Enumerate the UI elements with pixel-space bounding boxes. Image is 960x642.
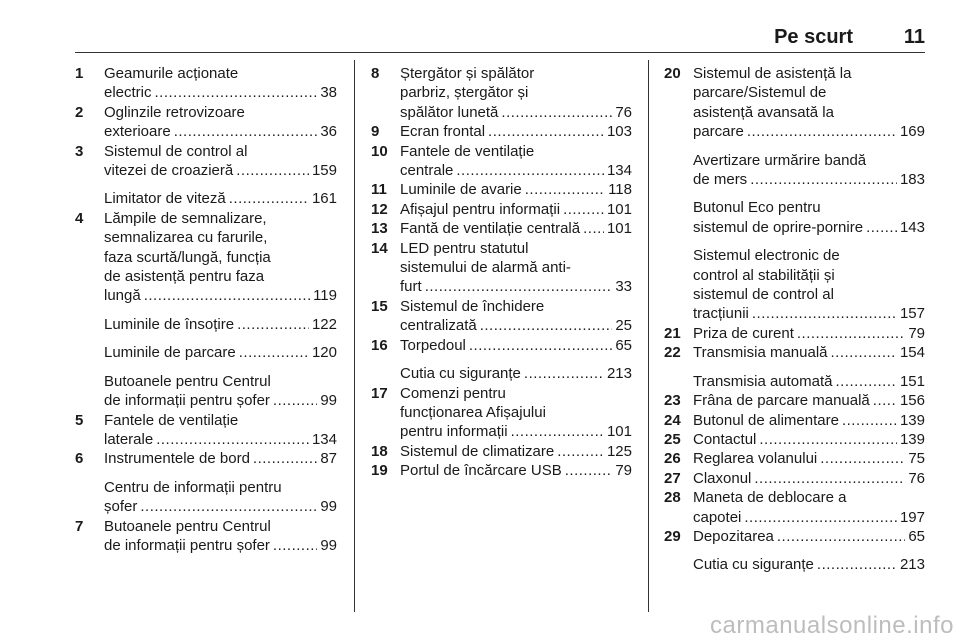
entry-label: laterale (104, 430, 154, 448)
entry-label: Fantă de ventilație centrală (400, 220, 581, 238)
entry-last-line (400, 461, 632, 480)
dot-leader (525, 180, 605, 199)
entry-last-line (104, 449, 337, 468)
entry-last-line (400, 200, 632, 219)
dot-leader (229, 189, 309, 208)
entry-label: furt (400, 278, 422, 296)
entry-label: Reglarea volanului (693, 450, 818, 468)
entry-text-line: funcționarea Afișajului (400, 403, 546, 421)
index-column-2 (371, 64, 632, 481)
entry-last-line (693, 411, 925, 430)
entry-label: Ecran frontal (400, 123, 486, 141)
item-number: 4 (75, 209, 84, 227)
index-entry (664, 324, 925, 343)
dot-leader (155, 83, 318, 102)
entry-last-line (400, 161, 632, 180)
page-reference: 157 (899, 305, 925, 323)
page-reference: 134 (311, 430, 337, 448)
dot-leader (817, 555, 897, 574)
entry-label: Transmisia automată (693, 372, 833, 390)
entry-label: Contactul (693, 430, 757, 448)
entry-text-line: Avertizare urmărire bandă (693, 151, 867, 169)
index-entry (664, 391, 925, 410)
dot-leader (273, 536, 317, 555)
item-number: 12 (371, 200, 388, 218)
entry-text-line: parcare/Sistemul de (693, 84, 827, 102)
item-number: 1 (75, 65, 84, 82)
page-reference: 87 (320, 450, 337, 468)
entry-label: vitezei de croazieră (104, 162, 234, 180)
dot-leader (501, 103, 612, 122)
entry-text-line: Comenzi pentru (400, 384, 506, 402)
index-column-3 (664, 64, 925, 575)
item-number: 11 (371, 181, 387, 199)
item-number: 14 (371, 239, 388, 257)
entry-last-line (104, 122, 337, 141)
entry-text-line: Butoanele pentru Centrul (104, 517, 271, 535)
entry-label: Claxonul (693, 469, 752, 487)
item-number: 28 (664, 489, 681, 507)
item-number: 26 (664, 450, 681, 468)
entry-last-line (400, 180, 632, 199)
dot-leader (236, 161, 309, 180)
item-number: 29 (664, 527, 681, 545)
dot-leader (831, 343, 897, 362)
dot-leader (797, 324, 905, 343)
page-reference: 139 (899, 411, 925, 429)
entry-label: Afișajul pentru informații (400, 200, 561, 218)
entry-label: Instrumentele de bord (104, 450, 250, 468)
dot-leader (156, 430, 309, 449)
entry-text-line: Sistemul electronic de (693, 247, 840, 265)
entry-label: Depozitarea (693, 527, 774, 545)
page-reference: 101 (606, 200, 632, 218)
entry-label: de informații pentru șofer (104, 536, 270, 554)
entry-text-line: Fantele de ventilație (104, 411, 239, 429)
dot-leader (488, 122, 604, 141)
index-entry (664, 246, 925, 324)
entry-text-line: control al stabilității și (693, 266, 835, 284)
dot-leader (777, 527, 905, 546)
index-entry (664, 555, 925, 574)
index-entry (664, 151, 925, 190)
entry-last-line (693, 122, 925, 141)
page-reference: 65 (615, 336, 632, 354)
item-number: 20 (664, 65, 681, 82)
entry-label: electric (104, 84, 152, 102)
dot-leader (754, 469, 905, 488)
page-reference: 79 (615, 462, 632, 480)
page-reference: 99 (320, 536, 337, 554)
entry-last-line (104, 83, 337, 102)
item-number: 25 (664, 430, 681, 448)
entry-last-line (104, 286, 337, 305)
page-title: Pe scurt (774, 26, 853, 48)
page-reference: 79 (908, 324, 925, 342)
entry-label: Torpedoul (400, 336, 466, 354)
index-entry (371, 122, 632, 141)
index-entry (371, 142, 632, 181)
index-entry (664, 469, 925, 488)
index-entry (371, 384, 632, 442)
entry-text-line: Maneta de deblocare a (693, 489, 847, 507)
page-reference: 33 (615, 278, 632, 296)
entry-last-line (693, 555, 925, 574)
entry-text-line: faza scurtă/lungă, funcția (104, 248, 271, 266)
column-divider-1 (354, 60, 355, 612)
index-entry (664, 343, 925, 362)
item-number: 13 (371, 220, 388, 238)
entry-label: de mers (693, 171, 748, 189)
page-reference: 101 (606, 423, 632, 441)
index-entry (75, 315, 337, 334)
dot-leader (273, 391, 317, 410)
entry-label: tracțiunii (693, 305, 749, 323)
index-entry (371, 239, 632, 297)
index-entry (664, 488, 925, 527)
page-reference: 118 (608, 181, 632, 199)
entry-label: Portul de încărcare USB (400, 462, 562, 480)
dot-leader (140, 497, 317, 516)
dot-leader (480, 316, 613, 335)
dot-leader (469, 336, 612, 355)
page-reference: 213 (606, 365, 632, 383)
entry-last-line (104, 343, 337, 362)
entry-text-line: LED pentru statutul (400, 239, 529, 257)
index-entry (75, 189, 337, 208)
column-divider-2 (648, 60, 649, 612)
page-reference: 76 (908, 469, 925, 487)
entry-label: exterioare (104, 123, 171, 141)
index-entry (371, 200, 632, 219)
item-number: 23 (664, 392, 681, 410)
item-number: 9 (371, 123, 380, 141)
entry-text-line: parbriz, ștergător și (400, 84, 529, 102)
item-number: 16 (371, 336, 388, 354)
index-entry (664, 411, 925, 430)
item-number: 27 (664, 469, 681, 487)
index-entry (371, 461, 632, 480)
page-reference: 143 (899, 218, 925, 236)
entry-text-line: Sistemul de asistență la (693, 65, 852, 82)
dot-leader (747, 122, 897, 141)
dot-leader (174, 122, 318, 141)
entry-label: Sistemul de climatizare (400, 442, 555, 460)
dot-leader (752, 304, 897, 323)
item-number: 3 (75, 142, 84, 160)
entry-last-line (104, 161, 337, 180)
entry-last-line (104, 391, 337, 410)
entry-last-line (400, 442, 632, 461)
item-number: 10 (371, 142, 388, 160)
dot-leader (144, 286, 310, 305)
page-reference: 125 (606, 442, 632, 460)
index-entry (75, 411, 337, 450)
page-reference: 197 (899, 508, 925, 526)
dot-leader (563, 200, 604, 219)
page-reference: 38 (320, 84, 337, 102)
entry-last-line (693, 469, 925, 488)
dot-leader (237, 315, 309, 334)
page-number: 11 (903, 26, 925, 48)
dot-leader (873, 391, 897, 410)
entry-label: Luminile de avarie (400, 181, 522, 199)
page-reference: 103 (606, 123, 632, 141)
page-reference: 183 (899, 171, 925, 189)
index-entry (371, 297, 632, 336)
index-entry (75, 372, 337, 411)
entry-text-line: Oglinzile retrovizoare (104, 103, 245, 121)
entry-label: centralizată (400, 317, 477, 335)
index-entry (75, 142, 337, 181)
page-reference: 161 (311, 190, 337, 208)
dot-leader (557, 442, 604, 461)
index-column-1 (75, 64, 337, 555)
entry-last-line (693, 430, 925, 449)
item-number: 19 (371, 462, 388, 480)
index-entry (371, 219, 632, 238)
entry-last-line (693, 372, 925, 391)
header-rule (75, 52, 925, 53)
entry-last-line (693, 218, 925, 237)
entry-last-line (400, 422, 632, 441)
entry-last-line (693, 343, 925, 362)
entry-last-line (693, 527, 925, 546)
item-number: 5 (75, 411, 84, 429)
entry-last-line (693, 391, 925, 410)
page-reference: 139 (899, 430, 925, 448)
index-entry (75, 209, 337, 306)
entry-label: Priza de curent (693, 324, 794, 342)
dot-leader (836, 372, 897, 391)
page-reference: 151 (899, 372, 925, 390)
entry-label: centrale (400, 162, 454, 180)
entry-text-line: asistență avansată la (693, 103, 834, 121)
index-entry (371, 364, 632, 383)
entry-last-line (104, 430, 337, 449)
entry-last-line (693, 324, 925, 343)
entry-label: Frâna de parcare manuală (693, 392, 870, 410)
entry-text-line: de asistență pentru faza (104, 268, 265, 286)
entry-label: parcare (693, 123, 744, 141)
index-entry (371, 336, 632, 355)
index-entry (664, 430, 925, 449)
entry-text-line: Butonul Eco pentru (693, 199, 821, 217)
entry-label: Cutia cu siguranțe (693, 556, 814, 574)
entry-last-line (104, 497, 337, 516)
index-entry (75, 103, 337, 142)
index-entry (371, 64, 632, 122)
item-number: 15 (371, 297, 388, 315)
entry-label: Transmisia manuală (693, 344, 828, 362)
entry-text-line: semnalizarea cu farurile, (104, 229, 268, 247)
page-reference: 65 (908, 527, 925, 545)
index-entry (664, 64, 925, 142)
dot-leader (744, 508, 897, 527)
index-entry (75, 478, 337, 517)
page-reference: 75 (908, 450, 925, 468)
entry-label: spălător lunetă (400, 103, 499, 121)
page-reference: 159 (311, 162, 337, 180)
item-number: 17 (371, 384, 388, 402)
dot-leader (456, 161, 604, 180)
page-reference: 119 (313, 287, 337, 305)
entry-text-line: Butoanele pentru Centrul (104, 372, 271, 390)
entry-text-line: Fantele de ventilație (400, 142, 535, 160)
entry-last-line (400, 219, 632, 238)
entry-label: Limitator de viteză (104, 190, 226, 208)
index-entry (75, 343, 337, 362)
page-reference: 99 (320, 392, 337, 410)
entry-last-line (104, 315, 337, 334)
entry-last-line (400, 316, 632, 335)
page-header (75, 26, 925, 52)
watermark: carmanualsonline.info (710, 612, 954, 639)
page-reference: 36 (320, 123, 337, 141)
page-reference: 134 (606, 162, 632, 180)
dot-leader (820, 449, 905, 468)
index-entry (371, 442, 632, 461)
dot-leader (511, 422, 604, 441)
index-entry (371, 180, 632, 199)
entry-label: Luminile de însoțire (104, 315, 235, 333)
item-number: 24 (664, 411, 681, 429)
entry-last-line (693, 170, 925, 189)
entry-text-line: Sistemul de control al (104, 142, 248, 160)
dot-leader (866, 218, 897, 237)
entry-label: capotei (693, 508, 742, 526)
dot-leader (239, 343, 309, 362)
entry-label: Butonul de alimentare (693, 411, 839, 429)
entry-text-line: sistemul de control al (693, 286, 834, 304)
entry-last-line (400, 336, 632, 355)
entry-label: lungă (104, 287, 141, 305)
dot-leader (583, 219, 604, 238)
entry-label: Luminile de parcare (104, 344, 236, 362)
page-reference: 122 (311, 315, 337, 333)
entry-text-line: Lămpile de semnalizare, (104, 209, 267, 227)
entry-last-line (104, 189, 337, 208)
page-reference: 101 (606, 220, 632, 238)
page-reference: 169 (899, 123, 925, 141)
item-number: 22 (664, 344, 681, 362)
page-reference: 25 (615, 317, 632, 335)
dot-leader (759, 430, 897, 449)
item-number: 6 (75, 450, 84, 468)
entry-text-line: Centru de informații pentru (104, 478, 282, 496)
dot-leader (565, 461, 613, 480)
page-reference: 99 (320, 498, 337, 516)
entry-last-line (693, 508, 925, 527)
entry-label: șofer (104, 498, 138, 516)
entry-text-line: Geamurile acționate (104, 65, 239, 82)
index-entry (75, 517, 337, 556)
item-number: 18 (371, 442, 388, 460)
entry-label: de informații pentru șofer (104, 392, 270, 410)
page-reference: 154 (899, 344, 925, 362)
entry-last-line (693, 304, 925, 323)
entry-last-line (693, 449, 925, 468)
item-number: 8 (371, 65, 380, 82)
dot-leader (750, 170, 897, 189)
dot-leader (253, 449, 317, 468)
page-reference: 156 (899, 392, 925, 410)
index-entry (75, 64, 337, 103)
page-reference: 120 (311, 344, 337, 362)
entry-last-line (400, 364, 632, 383)
item-number: 21 (664, 324, 681, 342)
index-entry (664, 527, 925, 546)
entry-last-line (400, 103, 632, 122)
entry-label: Cutia cu siguranțe (400, 365, 521, 383)
item-number: 7 (75, 517, 84, 535)
page-reference: 213 (899, 556, 925, 574)
entry-label: sistemul de oprire-pornire (693, 218, 864, 236)
item-number: 2 (75, 103, 84, 121)
index-entry (664, 198, 925, 237)
dot-leader (842, 411, 897, 430)
dot-leader (524, 364, 604, 383)
entry-last-line (104, 536, 337, 555)
index-entry (75, 449, 337, 468)
entry-text-line: sistemului de alarmă anti- (400, 259, 571, 277)
index-entry (664, 449, 925, 468)
page-reference: 76 (615, 103, 632, 121)
entry-last-line (400, 277, 632, 296)
entry-last-line (400, 122, 632, 141)
entry-text-line: Ștergător și spălător (400, 65, 535, 82)
entry-label: pentru informații (400, 423, 508, 441)
dot-leader (425, 277, 613, 296)
index-entry (664, 372, 925, 391)
entry-text-line: Sistemul de închidere (400, 297, 545, 315)
